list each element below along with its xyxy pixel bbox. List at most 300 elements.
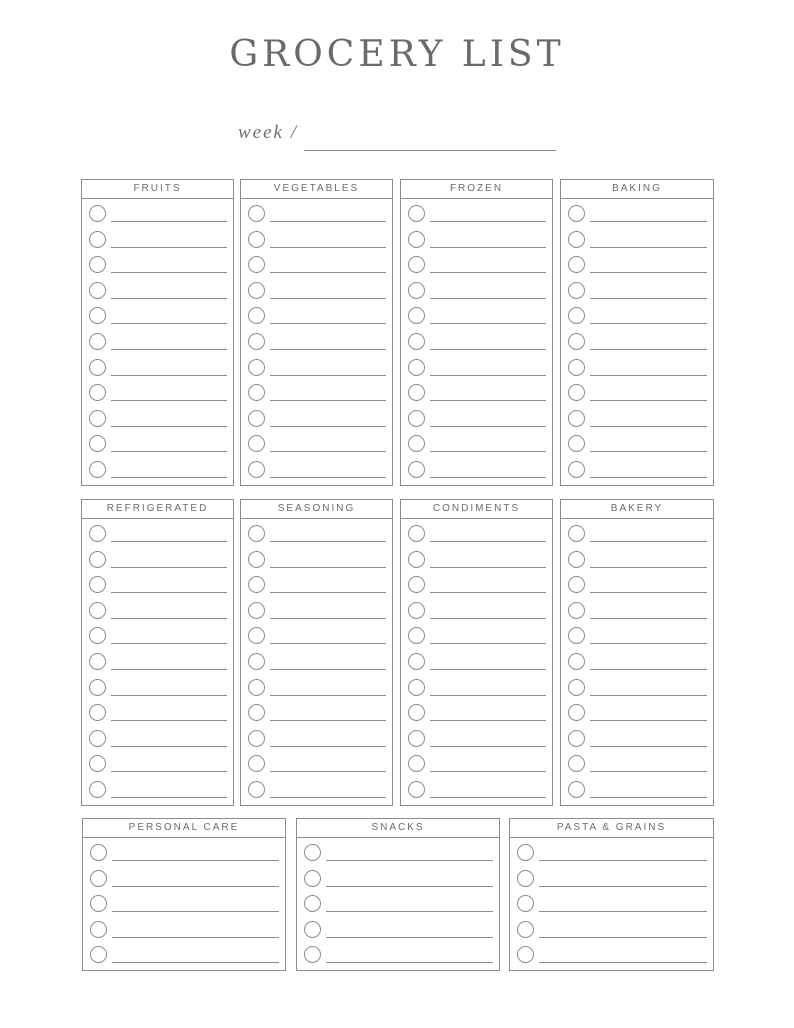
- item-entry-line[interactable]: [326, 886, 493, 887]
- checkbox-circle-icon[interactable]: [408, 231, 425, 248]
- item-entry-line[interactable]: [430, 298, 546, 299]
- checkbox-circle-icon[interactable]: [568, 307, 585, 324]
- checkbox-circle-icon[interactable]: [408, 435, 425, 452]
- list-item: [82, 521, 233, 547]
- item-entry-line[interactable]: [270, 349, 386, 350]
- list-item: [401, 278, 552, 304]
- checkbox-circle-icon[interactable]: [568, 576, 585, 593]
- item-entry-line[interactable]: [270, 400, 386, 401]
- list-item: [82, 726, 233, 752]
- section-bakery: [560, 499, 714, 806]
- list-item: [241, 278, 392, 304]
- checkbox-circle-icon[interactable]: [408, 333, 425, 350]
- checkbox-circle-icon[interactable]: [248, 231, 265, 248]
- checkbox-circle-icon[interactable]: [89, 730, 106, 747]
- checkbox-circle-icon[interactable]: [304, 870, 321, 887]
- list-item: [561, 675, 713, 701]
- item-entry-line[interactable]: [270, 451, 386, 452]
- item-entry-line[interactable]: [539, 911, 707, 912]
- item-entry-line[interactable]: [590, 592, 707, 593]
- list-item: [401, 355, 552, 381]
- checkbox-circle-icon[interactable]: [408, 525, 425, 542]
- checkbox-circle-icon[interactable]: [248, 627, 265, 644]
- checkbox-circle-icon[interactable]: [568, 256, 585, 273]
- list-item: [401, 751, 552, 777]
- item-entry-line[interactable]: [590, 720, 707, 721]
- list-item: [83, 917, 285, 943]
- checkbox-circle-icon[interactable]: [568, 231, 585, 248]
- item-entry-line[interactable]: [111, 221, 227, 222]
- checkbox-circle-icon[interactable]: [89, 410, 106, 427]
- list-item: [82, 457, 233, 483]
- list-item: [561, 278, 713, 304]
- item-entry-line[interactable]: [430, 221, 546, 222]
- item-entry-line[interactable]: [430, 477, 546, 478]
- list-item: [510, 866, 713, 892]
- item-entry-line[interactable]: [111, 797, 227, 798]
- list-item: [241, 252, 392, 278]
- item-entry-line[interactable]: [270, 592, 386, 593]
- list-item: [561, 649, 713, 675]
- item-entry-line[interactable]: [590, 618, 707, 619]
- section-header-baking: BAKING: [561, 180, 713, 199]
- list-item: [241, 227, 392, 253]
- item-entry-line[interactable]: [430, 247, 546, 248]
- checkbox-circle-icon[interactable]: [568, 602, 585, 619]
- item-entry-line[interactable]: [111, 400, 227, 401]
- checkbox-circle-icon[interactable]: [89, 282, 106, 299]
- item-entry-line[interactable]: [430, 400, 546, 401]
- checkbox-circle-icon[interactable]: [408, 704, 425, 721]
- checkbox-circle-icon[interactable]: [89, 384, 106, 401]
- list-item: [241, 726, 392, 752]
- checkbox-circle-icon[interactable]: [248, 653, 265, 670]
- list-item: [401, 623, 552, 649]
- list-item: [241, 521, 392, 547]
- list-item: [561, 303, 713, 329]
- checkbox-circle-icon[interactable]: [408, 384, 425, 401]
- list-item: [83, 942, 285, 968]
- checkbox-circle-icon[interactable]: [248, 384, 265, 401]
- list-item: [561, 726, 713, 752]
- item-entry-line[interactable]: [590, 771, 707, 772]
- item-entry-line[interactable]: [270, 567, 386, 568]
- checkbox-circle-icon[interactable]: [408, 755, 425, 772]
- item-entry-line[interactable]: [430, 797, 546, 798]
- checkbox-circle-icon[interactable]: [248, 602, 265, 619]
- item-entry-line[interactable]: [590, 247, 707, 248]
- item-entry-line[interactable]: [111, 272, 227, 273]
- item-entry-line[interactable]: [326, 911, 493, 912]
- item-entry-line[interactable]: [539, 886, 707, 887]
- list-item: [401, 457, 552, 483]
- item-entry-line[interactable]: [590, 567, 707, 568]
- checkbox-circle-icon[interactable]: [408, 576, 425, 593]
- list-item: [561, 598, 713, 624]
- checkbox-circle-icon[interactable]: [89, 256, 106, 273]
- item-entry-line[interactable]: [111, 695, 227, 696]
- list-item: [83, 891, 285, 917]
- section-seasoning: [240, 499, 393, 806]
- checkbox-circle-icon[interactable]: [89, 576, 106, 593]
- checkbox-circle-icon[interactable]: [408, 627, 425, 644]
- item-entry-line[interactable]: [590, 669, 707, 670]
- item-entry-line[interactable]: [539, 962, 707, 963]
- item-entry-line[interactable]: [430, 746, 546, 747]
- item-entry-line[interactable]: [270, 375, 386, 376]
- item-entry-line[interactable]: [111, 247, 227, 248]
- item-entry-line[interactable]: [430, 720, 546, 721]
- item-entry-line[interactable]: [270, 618, 386, 619]
- item-entry-line[interactable]: [112, 962, 279, 963]
- item-entry-line[interactable]: [590, 477, 707, 478]
- list-item: [82, 406, 233, 432]
- item-entry-line[interactable]: [111, 592, 227, 593]
- list-item: [241, 355, 392, 381]
- checkbox-circle-icon[interactable]: [248, 307, 265, 324]
- item-entry-line[interactable]: [270, 221, 386, 222]
- item-entry-line[interactable]: [590, 797, 707, 798]
- list-item: [82, 777, 233, 803]
- list-item: [401, 521, 552, 547]
- item-entry-line[interactable]: [430, 272, 546, 273]
- list-item: [241, 572, 392, 598]
- checkbox-circle-icon[interactable]: [408, 551, 425, 568]
- checkbox-circle-icon[interactable]: [568, 653, 585, 670]
- list-item: [510, 891, 713, 917]
- list-item: [241, 201, 392, 227]
- list-item: [241, 457, 392, 483]
- item-entry-line[interactable]: [111, 541, 227, 542]
- checkbox-circle-icon[interactable]: [517, 921, 534, 938]
- list-item: [241, 598, 392, 624]
- list-item: [401, 700, 552, 726]
- list-item: [561, 355, 713, 381]
- checkbox-circle-icon[interactable]: [408, 653, 425, 670]
- item-entry-line[interactable]: [590, 426, 707, 427]
- page-title: GROCERY LIST: [229, 34, 565, 75]
- list-item: [82, 547, 233, 573]
- list-item: [297, 942, 499, 968]
- item-entry-line[interactable]: [111, 323, 227, 324]
- checkbox-circle-icon[interactable]: [248, 333, 265, 350]
- item-entry-line[interactable]: [430, 567, 546, 568]
- checkbox-circle-icon[interactable]: [248, 359, 265, 376]
- item-entry-line[interactable]: [270, 272, 386, 273]
- item-entry-line[interactable]: [430, 669, 546, 670]
- checkbox-circle-icon[interactable]: [568, 282, 585, 299]
- checkbox-circle-icon[interactable]: [248, 461, 265, 478]
- checkbox-circle-icon[interactable]: [89, 359, 106, 376]
- checkbox-circle-icon[interactable]: [248, 256, 265, 273]
- item-entry-line[interactable]: [112, 886, 279, 887]
- checkbox-circle-icon[interactable]: [517, 870, 534, 887]
- list-item: [561, 457, 713, 483]
- item-entry-line[interactable]: [590, 221, 707, 222]
- item-entry-line[interactable]: [111, 771, 227, 772]
- list-item: [241, 431, 392, 457]
- list-item: [82, 303, 233, 329]
- item-entry-line[interactable]: [111, 375, 227, 376]
- checkbox-circle-icon[interactable]: [408, 461, 425, 478]
- checkbox-circle-icon[interactable]: [89, 307, 106, 324]
- list-item: [510, 840, 713, 866]
- checkbox-circle-icon[interactable]: [89, 333, 106, 350]
- list-item: [241, 700, 392, 726]
- checkbox-circle-icon[interactable]: [89, 231, 106, 248]
- checkbox-circle-icon[interactable]: [517, 895, 534, 912]
- item-entry-line[interactable]: [270, 247, 386, 248]
- item-entry-line[interactable]: [590, 375, 707, 376]
- checkbox-circle-icon[interactable]: [248, 551, 265, 568]
- checkbox-circle-icon[interactable]: [90, 946, 107, 963]
- list-item: [401, 547, 552, 573]
- checkbox-circle-icon[interactable]: [408, 205, 425, 222]
- item-entry-line[interactable]: [430, 771, 546, 772]
- item-entry-line[interactable]: [112, 911, 279, 912]
- section-header-fruits: FRUITS: [82, 180, 233, 199]
- checkbox-circle-icon[interactable]: [568, 333, 585, 350]
- list-item: [241, 547, 392, 573]
- checkbox-circle-icon[interactable]: [248, 576, 265, 593]
- checkbox-circle-icon[interactable]: [408, 781, 425, 798]
- checkbox-circle-icon[interactable]: [304, 921, 321, 938]
- item-entry-line[interactable]: [111, 349, 227, 350]
- item-entry-line[interactable]: [590, 400, 707, 401]
- checkbox-circle-icon[interactable]: [568, 435, 585, 452]
- list-item: [82, 431, 233, 457]
- item-entry-line[interactable]: [539, 937, 707, 938]
- list-item: [241, 406, 392, 432]
- list-item: [241, 751, 392, 777]
- checkbox-circle-icon[interactable]: [568, 781, 585, 798]
- item-entry-line[interactable]: [430, 541, 546, 542]
- list-item: [82, 751, 233, 777]
- item-entry-line[interactable]: [590, 746, 707, 747]
- item-entry-line[interactable]: [590, 298, 707, 299]
- checkbox-circle-icon[interactable]: [89, 781, 106, 798]
- checkbox-circle-icon[interactable]: [89, 704, 106, 721]
- item-entry-line[interactable]: [270, 695, 386, 696]
- item-entry-line[interactable]: [111, 426, 227, 427]
- checkbox-circle-icon[interactable]: [568, 730, 585, 747]
- item-entry-line[interactable]: [112, 937, 279, 938]
- checkbox-circle-icon[interactable]: [568, 627, 585, 644]
- item-entry-line[interactable]: [270, 720, 386, 721]
- item-entry-line[interactable]: [539, 860, 707, 861]
- item-entry-line[interactable]: [270, 669, 386, 670]
- list-item: [241, 623, 392, 649]
- item-entry-line[interactable]: [590, 643, 707, 644]
- item-entry-line[interactable]: [590, 272, 707, 273]
- list-item: [82, 227, 233, 253]
- item-entry-line[interactable]: [326, 937, 493, 938]
- checkbox-circle-icon[interactable]: [304, 946, 321, 963]
- checkbox-circle-icon[interactable]: [408, 256, 425, 273]
- section-vegetables: [240, 179, 393, 486]
- item-entry-line[interactable]: [270, 797, 386, 798]
- item-entry-line[interactable]: [111, 720, 227, 721]
- list-item: [561, 227, 713, 253]
- checkbox-circle-icon[interactable]: [304, 895, 321, 912]
- item-entry-line[interactable]: [112, 860, 279, 861]
- item-entry-line[interactable]: [111, 618, 227, 619]
- checkbox-circle-icon[interactable]: [568, 755, 585, 772]
- list-item: [561, 380, 713, 406]
- list-item: [241, 777, 392, 803]
- item-entry-line[interactable]: [270, 298, 386, 299]
- item-entry-line[interactable]: [111, 669, 227, 670]
- section-header-personal-care: PERSONAL CARE: [83, 819, 285, 838]
- item-entry-line[interactable]: [111, 298, 227, 299]
- checkbox-circle-icon[interactable]: [408, 307, 425, 324]
- checkbox-circle-icon[interactable]: [408, 359, 425, 376]
- checkbox-circle-icon[interactable]: [248, 205, 265, 222]
- list-item: [83, 866, 285, 892]
- checkbox-circle-icon[interactable]: [90, 895, 107, 912]
- list-item: [561, 623, 713, 649]
- checkbox-circle-icon[interactable]: [248, 781, 265, 798]
- item-entry-line[interactable]: [430, 592, 546, 593]
- item-entry-line[interactable]: [590, 349, 707, 350]
- checkbox-circle-icon[interactable]: [89, 755, 106, 772]
- checkbox-circle-icon[interactable]: [248, 410, 265, 427]
- checkbox-circle-icon[interactable]: [90, 844, 107, 861]
- checkbox-circle-icon[interactable]: [248, 435, 265, 452]
- item-entry-line[interactable]: [590, 323, 707, 324]
- list-item: [297, 917, 499, 943]
- list-item: [401, 329, 552, 355]
- item-entry-line[interactable]: [111, 746, 227, 747]
- checkbox-circle-icon[interactable]: [89, 679, 106, 696]
- list-item: [401, 726, 552, 752]
- item-entry-line[interactable]: [590, 541, 707, 542]
- checkbox-circle-icon[interactable]: [408, 282, 425, 299]
- item-entry-line[interactable]: [270, 477, 386, 478]
- checkbox-circle-icon[interactable]: [248, 525, 265, 542]
- list-item: [82, 572, 233, 598]
- checkbox-circle-icon[interactable]: [89, 653, 106, 670]
- list-item: [561, 751, 713, 777]
- item-entry-line[interactable]: [326, 962, 493, 963]
- list-item: [82, 675, 233, 701]
- section-fruits: [81, 179, 234, 486]
- item-entry-line[interactable]: [270, 426, 386, 427]
- checkbox-circle-icon[interactable]: [568, 679, 585, 696]
- item-entry-line[interactable]: [270, 323, 386, 324]
- checkbox-circle-icon[interactable]: [89, 602, 106, 619]
- section-frozen: [400, 179, 553, 486]
- list-item: [82, 598, 233, 624]
- checkbox-circle-icon[interactable]: [89, 205, 106, 222]
- list-item: [82, 278, 233, 304]
- list-item: [561, 572, 713, 598]
- list-item: [82, 700, 233, 726]
- checkbox-circle-icon[interactable]: [248, 704, 265, 721]
- item-entry-line[interactable]: [430, 695, 546, 696]
- section-header-vegetables: VEGETABLES: [241, 180, 392, 199]
- item-entry-line[interactable]: [111, 451, 227, 452]
- list-item: [561, 406, 713, 432]
- week-input-line[interactable]: [304, 150, 556, 151]
- checkbox-circle-icon[interactable]: [568, 359, 585, 376]
- list-item: [241, 380, 392, 406]
- item-entry-line[interactable]: [430, 643, 546, 644]
- list-item: [241, 329, 392, 355]
- item-entry-line[interactable]: [270, 746, 386, 747]
- checkbox-circle-icon[interactable]: [248, 755, 265, 772]
- item-entry-line[interactable]: [590, 451, 707, 452]
- checkbox-circle-icon[interactable]: [304, 844, 321, 861]
- item-entry-line[interactable]: [270, 771, 386, 772]
- checkbox-circle-icon[interactable]: [248, 730, 265, 747]
- checkbox-circle-icon[interactable]: [408, 602, 425, 619]
- checkbox-circle-icon[interactable]: [568, 384, 585, 401]
- section-baking: [560, 179, 714, 486]
- section-pasta-grains: [509, 818, 714, 971]
- checkbox-circle-icon[interactable]: [90, 870, 107, 887]
- item-entry-line[interactable]: [270, 643, 386, 644]
- checkbox-circle-icon[interactable]: [408, 730, 425, 747]
- checkbox-circle-icon[interactable]: [568, 205, 585, 222]
- checkbox-circle-icon[interactable]: [89, 525, 106, 542]
- checkbox-circle-icon[interactable]: [568, 551, 585, 568]
- checkbox-circle-icon[interactable]: [408, 679, 425, 696]
- list-item: [82, 252, 233, 278]
- checkbox-circle-icon[interactable]: [90, 921, 107, 938]
- list-item: [561, 700, 713, 726]
- checkbox-circle-icon[interactable]: [248, 282, 265, 299]
- item-entry-line[interactable]: [430, 375, 546, 376]
- item-entry-line[interactable]: [270, 541, 386, 542]
- item-entry-line[interactable]: [111, 567, 227, 568]
- list-item: [401, 252, 552, 278]
- checkbox-circle-icon[interactable]: [89, 435, 106, 452]
- item-entry-line[interactable]: [430, 618, 546, 619]
- checkbox-circle-icon[interactable]: [408, 410, 425, 427]
- list-item: [82, 380, 233, 406]
- item-entry-line[interactable]: [430, 323, 546, 324]
- list-item: [83, 840, 285, 866]
- checkbox-circle-icon[interactable]: [568, 525, 585, 542]
- item-entry-line[interactable]: [430, 349, 546, 350]
- checkbox-circle-icon[interactable]: [568, 410, 585, 427]
- checkbox-circle-icon[interactable]: [89, 461, 106, 478]
- checkbox-circle-icon[interactable]: [89, 551, 106, 568]
- checkbox-circle-icon[interactable]: [89, 627, 106, 644]
- section-header-frozen: FROZEN: [401, 180, 552, 199]
- list-item: [297, 891, 499, 917]
- section-personal-care: [82, 818, 286, 971]
- item-entry-line[interactable]: [430, 426, 546, 427]
- checkbox-circle-icon[interactable]: [568, 704, 585, 721]
- list-item: [401, 649, 552, 675]
- checkbox-circle-icon[interactable]: [517, 946, 534, 963]
- checkbox-circle-icon[interactable]: [248, 679, 265, 696]
- item-entry-line[interactable]: [111, 643, 227, 644]
- item-entry-line[interactable]: [590, 695, 707, 696]
- section-header-snacks: SNACKS: [297, 819, 499, 838]
- list-item: [82, 201, 233, 227]
- checkbox-circle-icon[interactable]: [517, 844, 534, 861]
- checkbox-circle-icon[interactable]: [568, 461, 585, 478]
- section-header-seasoning: SEASONING: [241, 500, 392, 519]
- list-item: [297, 866, 499, 892]
- list-item: [82, 649, 233, 675]
- item-entry-line[interactable]: [111, 477, 227, 478]
- item-entry-line[interactable]: [326, 860, 493, 861]
- item-entry-line[interactable]: [430, 451, 546, 452]
